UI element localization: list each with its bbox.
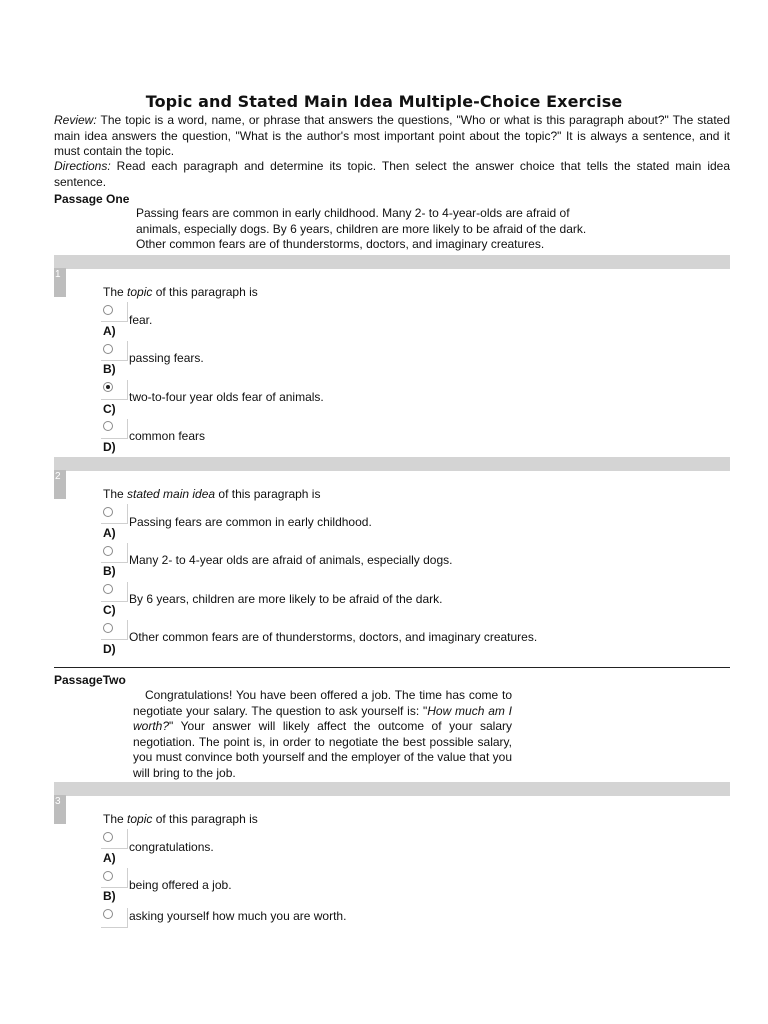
prompt-text: of this paragraph is <box>152 285 258 299</box>
question-2-header-bar <box>54 457 730 471</box>
directions-paragraph <box>54 159 730 190</box>
prompt-text: of this paragraph is <box>215 487 321 501</box>
prompt-text: The <box>103 487 128 501</box>
question-3-prompt <box>103 812 258 826</box>
passage-one-text: Passing fears are common in early childhood. Many 2- to 4-year-olds are afraid of animals, especially dogs. By 6 years, children are more likely to be afraid of the dark. Other common fears are of thunderstorms, doctors, and imaginary creatures. <box>136 206 587 251</box>
prompt-text: The <box>103 285 128 299</box>
q3-option-a-letter: A) <box>103 851 116 865</box>
q1-option-c-radio-selected[interactable] <box>103 382 113 392</box>
passage-two-text <box>133 688 512 781</box>
passage-two-label: PassageTwo <box>54 673 126 687</box>
q2-option-a-radio[interactable] <box>103 507 113 517</box>
q1-option-a-letter: A) <box>103 324 116 338</box>
q1-option-c-letter: C) <box>103 402 116 416</box>
q3-option-b-text[interactable]: being offered a job. <box>129 878 232 892</box>
question-1-header-bar <box>54 255 730 269</box>
q1-option-b-letter: B) <box>103 362 116 376</box>
prompt-emphasis: stated main idea <box>127 487 216 501</box>
q1-option-c-text[interactable]: two-to-four year olds fear of animals. <box>129 390 324 404</box>
q2-option-c-radio[interactable] <box>103 584 113 594</box>
passage-two-emphasis: How much am I worth? <box>133 703 513 733</box>
q2-option-d-text[interactable]: Other common fears are of thunderstorms, doctors, and imaginary creatures. <box>129 630 538 644</box>
q1-option-d-radio[interactable] <box>103 421 113 431</box>
q2-option-b-text[interactable]: Many 2- to 4-year olds are afraid of animals, especially dogs. <box>129 553 453 567</box>
question-3-header-bar <box>54 782 730 796</box>
q3-option-b-letter: B) <box>103 889 116 903</box>
question-1-prompt <box>103 285 258 299</box>
q2-option-d-radio[interactable] <box>103 623 113 633</box>
passage-two-text-part: Congratulations! You have been offered a job. The time has come to negotiate your salary. The question to ask yourself is: " <box>133 688 512 718</box>
q3-option-a-text[interactable]: congratulations. <box>129 840 214 854</box>
q1-option-a-radio[interactable] <box>103 305 113 315</box>
q2-option-d-letter: D) <box>103 642 116 656</box>
q3-option-c-text[interactable]: asking yourself how much you are worth. <box>129 909 347 923</box>
q2-option-a-letter: A) <box>103 526 116 540</box>
prompt-emphasis: topic <box>127 812 153 826</box>
review-label: Review: <box>54 113 97 127</box>
q3-option-b-radio[interactable] <box>103 871 113 881</box>
prompt-emphasis: topic <box>127 285 153 299</box>
prompt-text: of this paragraph is <box>152 812 258 826</box>
review-text: The topic is a word, name, or phrase that answers the questions, "Who or what is this paragraph about?" The stated main idea answers the question, "What is the author's most important point about the topic?" It is always a sentence, and it must contain the topic. <box>54 113 730 158</box>
passage-one-label: Passage One <box>54 192 130 206</box>
page-title: Topic and Stated Main Idea Multiple-Choice Exercise <box>145 92 623 111</box>
question-3-number: 3 <box>54 795 66 824</box>
q2-option-c-text[interactable]: By 6 years, children are more likely to be afraid of the dark. <box>129 592 443 606</box>
q1-option-b-text[interactable]: passing fears. <box>129 351 204 365</box>
directions-text: Read each paragraph and determine its topic. Then select the answer choice that tells the stated main idea sentence. <box>54 159 730 189</box>
q2-option-b-radio[interactable] <box>103 546 113 556</box>
question-2-number: 2 <box>54 470 66 499</box>
q2-option-b-letter: B) <box>103 564 116 578</box>
review-paragraph <box>54 113 730 160</box>
q1-option-d-letter: D) <box>103 440 116 454</box>
section-divider <box>54 667 730 668</box>
question-2-prompt <box>103 487 320 501</box>
q1-option-b-radio[interactable] <box>103 344 113 354</box>
question-1-number: 1 <box>54 268 66 297</box>
q2-option-c-letter: C) <box>103 603 116 617</box>
q3-option-c-radio[interactable] <box>103 909 113 919</box>
prompt-text: The <box>103 812 128 826</box>
q3-option-a-radio[interactable] <box>103 832 113 842</box>
passage-two-text-part: " Your answer will likely affect the outcome of your salary negotiation. The point is, in order to negotiate the best possible salary, you must convince both yourself and the employer of the value that you will bring to the job. <box>133 719 512 780</box>
q1-option-a-text[interactable]: fear. <box>129 313 153 327</box>
q1-option-d-text[interactable]: common fears <box>129 429 206 443</box>
directions-label: Directions: <box>54 159 111 173</box>
q2-option-a-text[interactable]: Passing fears are common in early childhood. <box>129 515 372 529</box>
